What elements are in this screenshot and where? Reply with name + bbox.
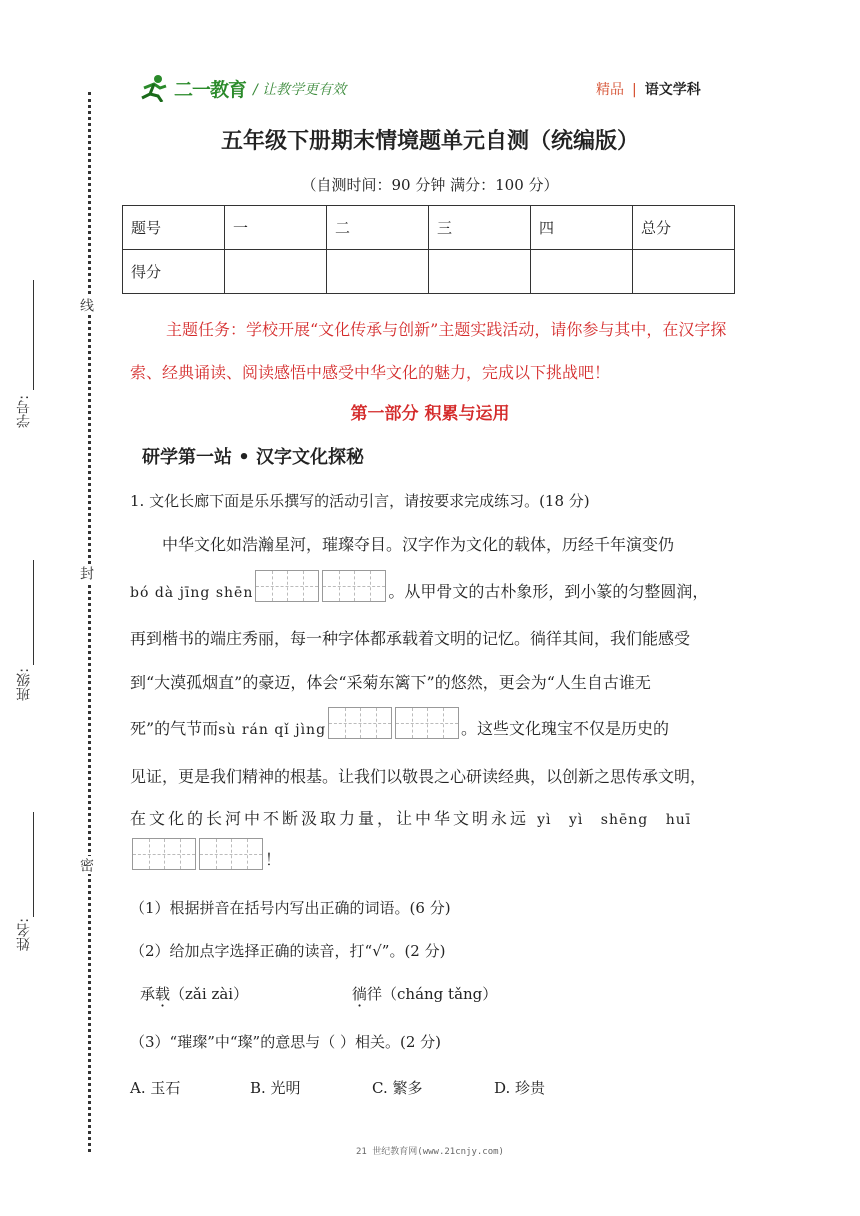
reading-options[interactable]: 徉（cháng tǎng）	[367, 985, 498, 1003]
header-separator: |	[632, 82, 637, 98]
exam-info: （自测时间：90 分钟 满分：100 分）	[301, 176, 559, 194]
pinyin-prompt: sù rán qǐ jìng	[218, 722, 327, 738]
passage-line	[130, 838, 736, 870]
option-b[interactable]: B. 光明	[250, 1079, 301, 1097]
pinyin-prompt: yì yì shēng huī	[537, 812, 692, 828]
passage-text: 。这些文化瑰宝不仅是历史的	[461, 719, 670, 738]
slogan: / 让教学更有效	[253, 82, 347, 98]
option-c[interactable]: C. 繁多	[372, 1079, 423, 1097]
tianzige-box[interactable]	[328, 707, 392, 739]
answer-boxes[interactable]	[328, 707, 459, 739]
table-cell: 四	[531, 206, 633, 250]
passage-line	[130, 806, 736, 829]
page-title: 五年级下册期末情境题单元自测（统编版）	[220, 129, 639, 154]
name-label: 姓名:	[16, 918, 32, 951]
binding-dotted-line	[88, 92, 91, 1152]
option-d[interactable]: D. 珍贵	[494, 1079, 546, 1097]
passage-text: 死”的气节而	[130, 719, 219, 738]
passage-text: 在文化的长河中不断汲取力量，让中华文明永远	[130, 809, 530, 828]
dotted-char: 载	[155, 985, 171, 1003]
running-figure-icon	[138, 74, 168, 102]
sub-question-1: （1）根据拼音在括号内写出正确的词语。(6 分)	[130, 899, 451, 917]
table-cell: 一	[225, 206, 327, 250]
passage-line: 到“大漠孤烟直”的豪迈，体会“采菊东篱下”的悠然，更会为“人生自古谁无	[130, 673, 651, 692]
theme-task: 主题任务：学校开展“文化传承与创新”主题实践活动，请你参与其中，在汉字探索、经典诵读、阅读感悟中感受中华文化的魅力，完成以下挑战吧！	[130, 320, 727, 382]
option-a[interactable]: A. 玉石	[130, 1079, 181, 1097]
answer-boxes[interactable]	[132, 838, 263, 870]
score-input-cell[interactable]	[429, 250, 531, 294]
table-row	[123, 250, 735, 294]
quality-tag: 精品	[596, 82, 624, 98]
station-title: 研学第一站 • 汉字文化探秘	[142, 447, 365, 468]
passage-line: 见证，更是我们精神的根基。让我们以敬畏之心研读经典，以创新之思传承文明，	[130, 767, 707, 786]
tianzige-box[interactable]	[199, 838, 263, 870]
answer-boxes[interactable]	[255, 570, 386, 602]
reading-item-2	[352, 983, 497, 1004]
sub-question-2: （2）给加点字选择正确的读音，打“√”。(2 分)	[130, 942, 446, 960]
tianzige-box[interactable]	[255, 570, 319, 602]
student-id-label: 学号:	[16, 395, 32, 428]
table-cell: 二	[327, 206, 429, 250]
reading-item-1	[140, 983, 248, 1004]
table-cell: 题号	[123, 206, 225, 250]
char: 承	[140, 985, 156, 1003]
score-table	[122, 205, 735, 294]
name-blank	[33, 812, 34, 917]
passage-line: 再到楷书的端庄秀丽，每一种字体都承载着文明的记忆。徜徉其间，我们能感受	[130, 629, 691, 648]
pinyin-prompt: bó dà jīng shēn	[130, 585, 254, 601]
student-id-blank	[33, 280, 34, 390]
subject-tag: 语文学科	[644, 82, 701, 98]
score-input-cell[interactable]	[531, 250, 633, 294]
binding-char-line: 线	[78, 298, 94, 312]
tianzige-box[interactable]	[132, 838, 196, 870]
table-row	[123, 206, 735, 250]
tianzige-box[interactable]	[395, 707, 459, 739]
passage-line	[130, 570, 736, 602]
binding-char-secret: 密	[78, 858, 94, 872]
table-cell: 得分	[123, 250, 225, 294]
part-title: 第一部分 积累与运用	[350, 404, 510, 424]
tianzige-box[interactable]	[322, 570, 386, 602]
header-tags	[596, 79, 701, 99]
table-cell: 三	[429, 206, 531, 250]
table-cell: 总分	[633, 206, 735, 250]
passage-line: 中华文化如浩瀚星河，璀璨夺目。汉字作为文化的载体，历经千年演变仍	[162, 535, 675, 554]
class-label: 班级:	[16, 668, 32, 701]
score-input-cell[interactable]	[225, 250, 327, 294]
score-input-cell[interactable]	[633, 250, 735, 294]
passage-text: ！	[265, 850, 282, 869]
dotted-char: 徜	[352, 985, 368, 1003]
logo-text: 二一教育	[174, 78, 247, 101]
footer-source: 21 世纪教育网(www.21cnjy.com)	[356, 1147, 504, 1157]
passage-line	[130, 707, 736, 739]
brand-logo	[138, 74, 246, 102]
question-1-stem: 1. 文化长廊下面是乐乐撰写的活动引言，请按要求完成练习。(18 分)	[130, 492, 590, 510]
binding-char-seal: 封	[78, 566, 94, 580]
score-input-cell[interactable]	[327, 250, 429, 294]
class-blank	[33, 560, 34, 665]
reading-options[interactable]: （zǎi zài）	[170, 985, 249, 1003]
passage-text: 。从甲骨文的古朴象形，到小篆的匀整圆润，	[388, 582, 709, 601]
sub-question-3: （3）“璀璨”中“璨”的意思与（ ）相关。(2 分)	[130, 1033, 442, 1051]
